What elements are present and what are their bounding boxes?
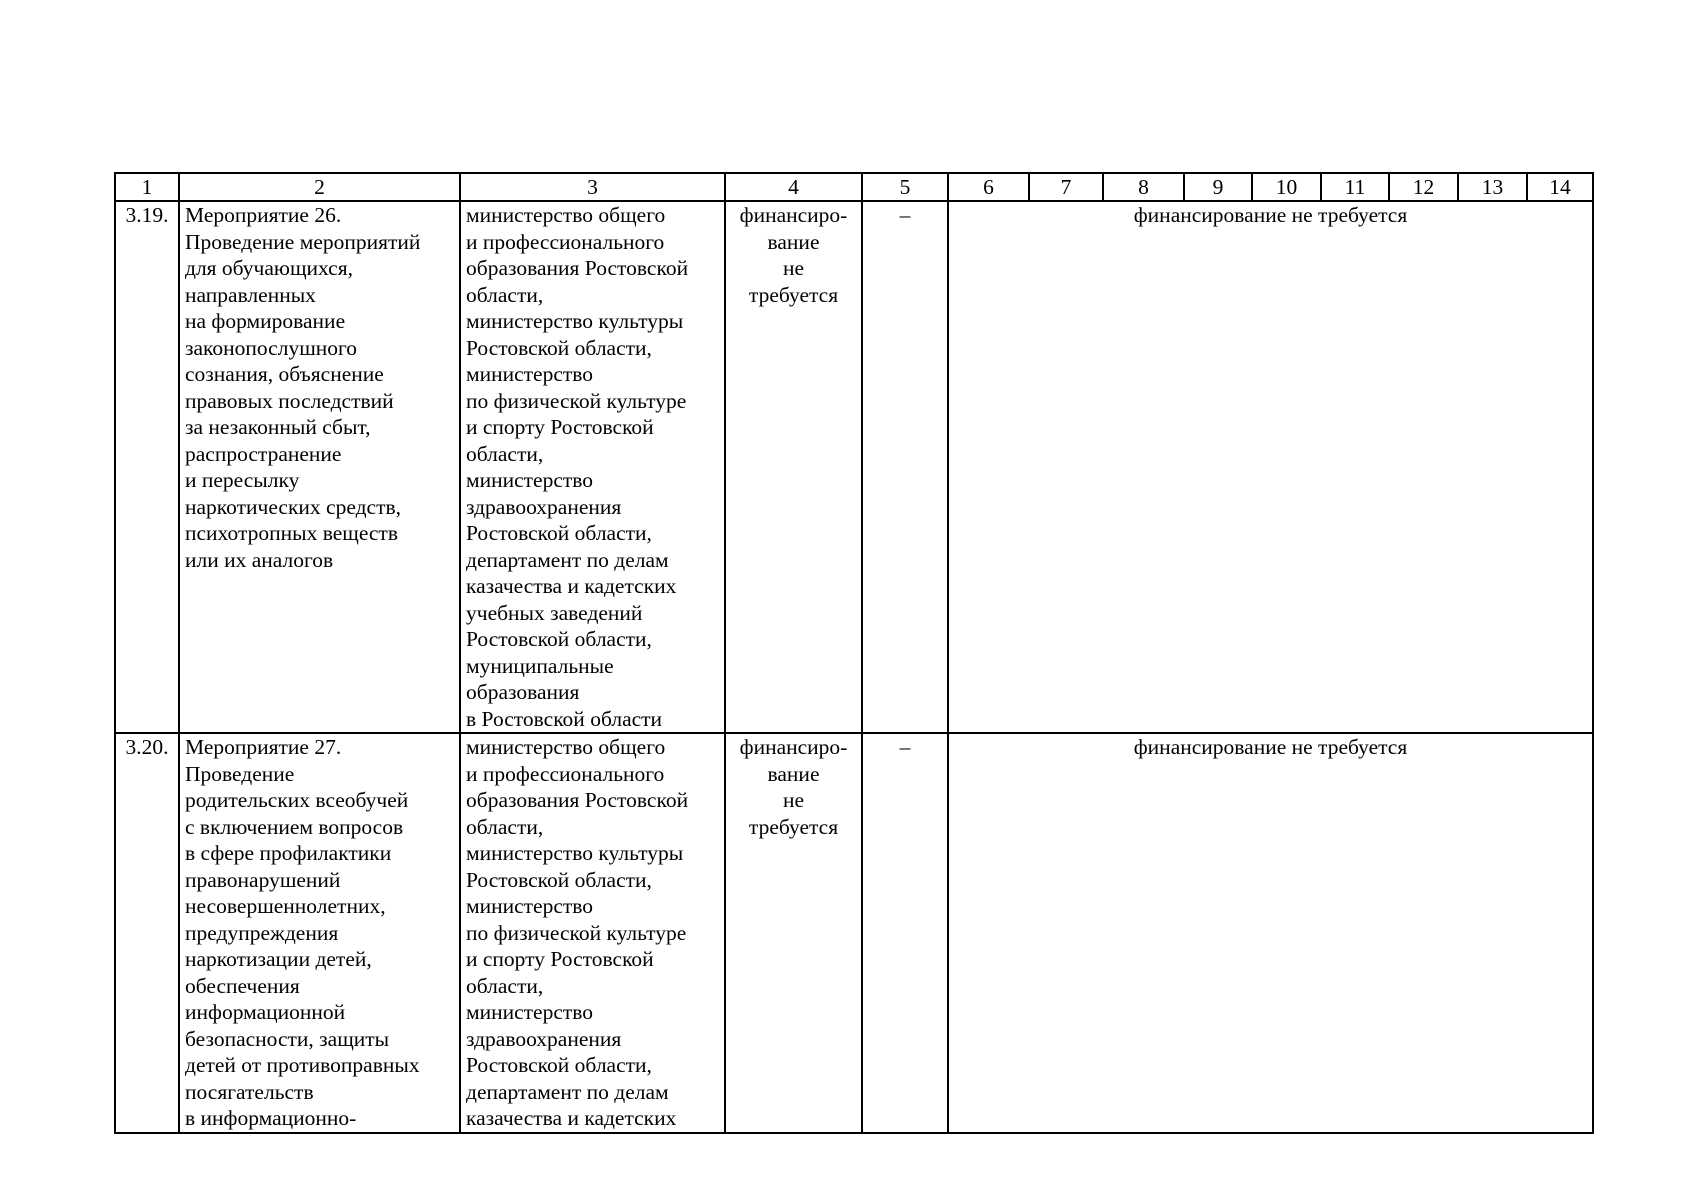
activity-line: психотропных веществ — [185, 521, 398, 545]
activity-line: Проведение — [185, 761, 295, 786]
activity-line: Проведение мероприятий — [185, 229, 421, 254]
activity-line: правовых последствий — [185, 388, 394, 413]
activity-line: наркотизации детей, — [185, 947, 372, 971]
executor-line: департамент по делам — [466, 547, 669, 572]
executor-line: в Ростовской области — [466, 706, 663, 731]
executor-line: образования Ростовской — [466, 256, 689, 280]
activity-line: наркотических средств, — [185, 494, 401, 519]
table-row — [115, 201, 1593, 733]
executor-line: здравоохранения — [466, 494, 622, 519]
executor-line: департамент по делам — [466, 1079, 669, 1104]
executor-line: здравоохранения — [466, 1026, 622, 1051]
activity-line: для обучающихся, — [185, 256, 353, 280]
activity-line: в сфере профилактики — [185, 841, 392, 865]
activity-line: на формирование — [185, 309, 346, 333]
column-number-row — [115, 173, 1593, 201]
row-number: 3.20. — [115, 733, 179, 1133]
column-number: 11 — [1321, 173, 1389, 201]
executor-line: казачества и кадетских — [466, 574, 677, 598]
program-table — [114, 172, 1594, 1134]
activity-line: Мероприятие 26. — [185, 203, 342, 227]
activity-line: направленных — [185, 282, 316, 307]
activity-line: детей от противоправных — [185, 1053, 420, 1077]
executor-line: области, — [466, 814, 544, 839]
column-number: 1 — [115, 173, 179, 201]
executor-line: образования — [466, 680, 580, 704]
executor-line: и профессионального — [466, 761, 665, 786]
activity-line: или их аналогов — [185, 547, 334, 572]
activity-line: сознания, объяснение — [185, 362, 384, 386]
executor-line: Ростовской области, — [466, 627, 652, 651]
column-number: 14 — [1527, 173, 1593, 201]
executor-line: области, — [466, 973, 544, 998]
funding-source-line: финансиро- — [739, 203, 848, 227]
activity-line: несовершеннолетних, — [185, 894, 386, 918]
executor-line: министерство общего — [466, 735, 666, 759]
executor-line: Ростовской области, — [466, 521, 652, 545]
column-number: 3 — [460, 173, 725, 201]
executor-line: муниципальные — [466, 653, 614, 678]
activity-line: в информационно- — [185, 1106, 357, 1130]
activity-line: Мероприятие 27. — [185, 735, 342, 759]
activity-cell — [179, 733, 460, 1133]
activity-line: информационной — [185, 1000, 346, 1024]
activity-line: с включением вопросов — [185, 814, 404, 839]
funding-source-line: вание — [767, 761, 820, 786]
executor-line: министерство культуры — [466, 841, 684, 865]
activity-line: родительских всеобучей — [185, 788, 409, 812]
activity-line: распространение — [185, 441, 342, 466]
activity-line: за незаконный сбыт, — [185, 415, 371, 439]
column-number: 10 — [1252, 173, 1321, 201]
column-number: 5 — [862, 173, 948, 201]
column-number: 12 — [1389, 173, 1458, 201]
executor-line: министерство — [466, 362, 594, 386]
executor-line: по физической культуре — [466, 388, 687, 413]
executor-line: и спорту Ростовской — [466, 947, 654, 971]
funding-source-line: вание — [767, 229, 820, 254]
code-cell: – — [862, 201, 948, 733]
activity-line: обеспечения — [185, 973, 300, 998]
code-cell: – — [862, 733, 948, 1133]
executor-line: и профессионального — [466, 229, 665, 254]
funding-source-line: финансиро- — [739, 735, 848, 759]
activity-line: и пересылку — [185, 468, 300, 492]
activity-line: правонарушений — [185, 867, 341, 892]
funding-source-cell — [725, 201, 862, 733]
activity-line: посягательств — [185, 1079, 314, 1104]
funding-merged-cell: финансирование не требуется — [948, 733, 1593, 1133]
column-number: 4 — [725, 173, 862, 201]
column-number: 7 — [1029, 173, 1103, 201]
row-number: 3.19. — [115, 201, 179, 733]
funding-source-line: не — [782, 256, 805, 280]
executor-line: образования Ростовской — [466, 788, 689, 812]
executor-line: Ростовской области, — [466, 1053, 652, 1077]
executors-cell — [460, 733, 725, 1133]
activity-line: законопослушного — [185, 335, 358, 360]
executor-line: казачества и кадетских — [466, 1106, 677, 1130]
column-number: 9 — [1184, 173, 1252, 201]
executor-line: министерство — [466, 894, 594, 918]
activity-cell — [179, 201, 460, 733]
executors-cell — [460, 201, 725, 733]
column-number: 13 — [1458, 173, 1527, 201]
activity-line: безопасности, защиты — [185, 1026, 390, 1051]
executor-line: Ростовской области, — [466, 335, 652, 360]
activity-line: предупреждения — [185, 920, 339, 945]
executor-line: министерство общего — [466, 203, 666, 227]
funding-source-line: требуется — [748, 814, 839, 839]
column-number: 8 — [1103, 173, 1184, 201]
table-row — [115, 733, 1593, 1133]
executor-line: Ростовской области, — [466, 867, 652, 892]
executor-line: по физической культуре — [466, 920, 687, 945]
funding-merged-cell: финансирование не требуется — [948, 201, 1593, 733]
executor-line: министерство культуры — [466, 309, 684, 333]
funding-source-cell — [725, 733, 862, 1133]
executor-line: министерство — [466, 468, 594, 492]
executor-line: и спорту Ростовской — [466, 415, 654, 439]
executor-line: министерство — [466, 1000, 594, 1024]
column-number: 2 — [179, 173, 460, 201]
funding-source-line: не — [782, 788, 805, 812]
executor-line: области, — [466, 282, 544, 307]
executor-line: области, — [466, 441, 544, 466]
funding-source-line: требуется — [748, 282, 839, 307]
executor-line: учебных заведений — [466, 600, 643, 625]
column-number: 6 — [948, 173, 1029, 201]
